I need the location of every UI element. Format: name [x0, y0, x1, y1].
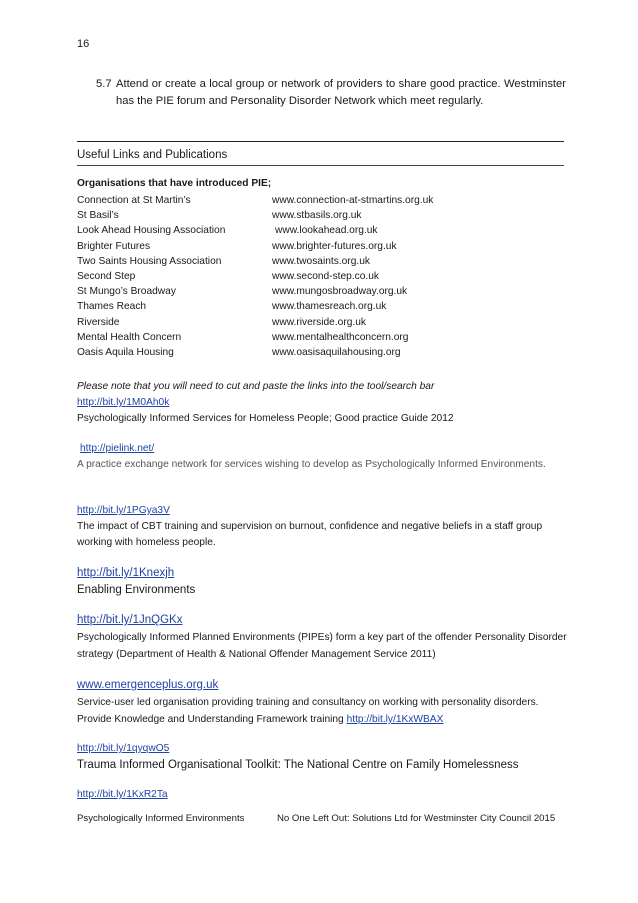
org-url[interactable]: www.mungosbroadway.org.uk: [272, 286, 408, 298]
page-number: 16: [77, 38, 90, 50]
kuf-training-link[interactable]: http://bit.ly/1KxWBAX: [346, 714, 444, 725]
resource-4: [77, 565, 567, 599]
resource-1: [77, 395, 567, 427]
section-rule-bottom: [77, 165, 564, 166]
org-name: Oasis Aquila Housing: [77, 346, 174, 358]
org-name: Look Ahead Housing Association: [77, 225, 226, 237]
org-url[interactable]: www.thamesreach.org.uk: [272, 301, 387, 313]
resource-8: [77, 787, 567, 803]
resource-desc: Service-user led organisation providing training and consultancy on working with personality disorders. Provide Knowledge and Understanding Framework training: [77, 697, 539, 725]
org-url[interactable]: www.twosaints.org.uk: [272, 255, 370, 267]
org-url[interactable]: www.second-step.co.uk: [272, 270, 380, 282]
org-url[interactable]: www.lookahead.org.uk: [275, 225, 378, 237]
resource-7: [77, 740, 567, 774]
cut-paste-note: Please note that you will need to cut and paste the links into the tool/search bar: [77, 381, 435, 392]
resource-link[interactable]: http://bit.ly/1qyqwO5: [77, 743, 170, 754]
org-url[interactable]: www.stbasils.org.uk: [272, 210, 362, 222]
resource-desc: The impact of CBT training and supervision on burnout, confidence and negative beliefs in a staff group working with homeless people.: [77, 521, 543, 548]
resource-3: [77, 503, 567, 551]
resource-link[interactable]: http://bit.ly/1JnQGKx: [77, 614, 183, 626]
section-title: Useful Links and Publications: [77, 149, 228, 161]
org-name: Mental Health Concern: [77, 331, 182, 343]
resource-desc: Psychologically Informed Planned Environments (PIPEs) form a key part of the offender Personality Disorder strategy (Department of Health & National Offender Management Service 2011): [77, 632, 567, 660]
org-url[interactable]: www.oasisaquilahousing.org: [272, 346, 401, 358]
org-name: Thames Reach: [77, 301, 147, 313]
resource-2: [77, 441, 567, 473]
org-name: Riverside: [77, 316, 120, 328]
resource-desc: Psychologically Informed Services for Homeless People; Good practice Guide 2012: [77, 413, 454, 424]
org-name: Connection at St Martin’s: [77, 195, 191, 206]
resource-desc: Trauma Informed Organisational Toolkit: The National Centre on Family Homelessness: [77, 759, 519, 771]
resource-link[interactable]: http://pielink.net/: [80, 443, 155, 454]
resource-link[interactable]: http://bit.ly/1Knexjh: [77, 567, 175, 579]
footer-right: No One Left Out: Solutions Ltd for Westminster City Council 2015: [277, 813, 556, 824]
org-name: St Mungo’s Broadway: [77, 286, 176, 298]
item-text: Attend or create a local group or network of providers to share good practice. Westminster has the PIE forum and Personality Disorder Network which meet regularly.: [116, 78, 566, 107]
org-url[interactable]: www.brighter-futures.org.uk: [272, 240, 397, 252]
orgs-heading: Organisations that have introduced PIE;: [77, 178, 272, 189]
org-url[interactable]: www.connection-at-stmartins.org.uk: [272, 195, 434, 206]
resource-6: [77, 677, 567, 728]
org-url[interactable]: www.mentalhealthconcern.org: [272, 331, 409, 343]
resource-desc: Enabling Environments: [77, 584, 196, 596]
item-number: 5.7: [96, 78, 112, 90]
resource-link[interactable]: http://bit.ly/1PGya3V: [77, 505, 170, 516]
org-name: Brighter Futures: [77, 240, 151, 252]
footer-left: Psychologically Informed Environments: [77, 813, 245, 824]
recommendation-5-7: [96, 76, 566, 110]
resource-5: [77, 612, 567, 663]
org-name: Second Step: [77, 270, 136, 282]
section-rule-top: [77, 141, 564, 142]
org-url[interactable]: www.riverside.org.uk: [272, 316, 366, 328]
org-name: St Basil’s: [77, 210, 119, 222]
org-name: Two Saints Housing Association: [77, 255, 222, 267]
resource-link[interactable]: http://bit.ly/1KxR2Ta: [77, 789, 168, 800]
resource-desc: A practice exchange network for services wishing to develop as Psychologically Informed Environments.: [77, 459, 546, 470]
resource-link[interactable]: http://bit.ly/1M0Ah0k: [77, 397, 170, 408]
resource-link[interactable]: www.emergenceplus.org.uk: [77, 679, 219, 691]
